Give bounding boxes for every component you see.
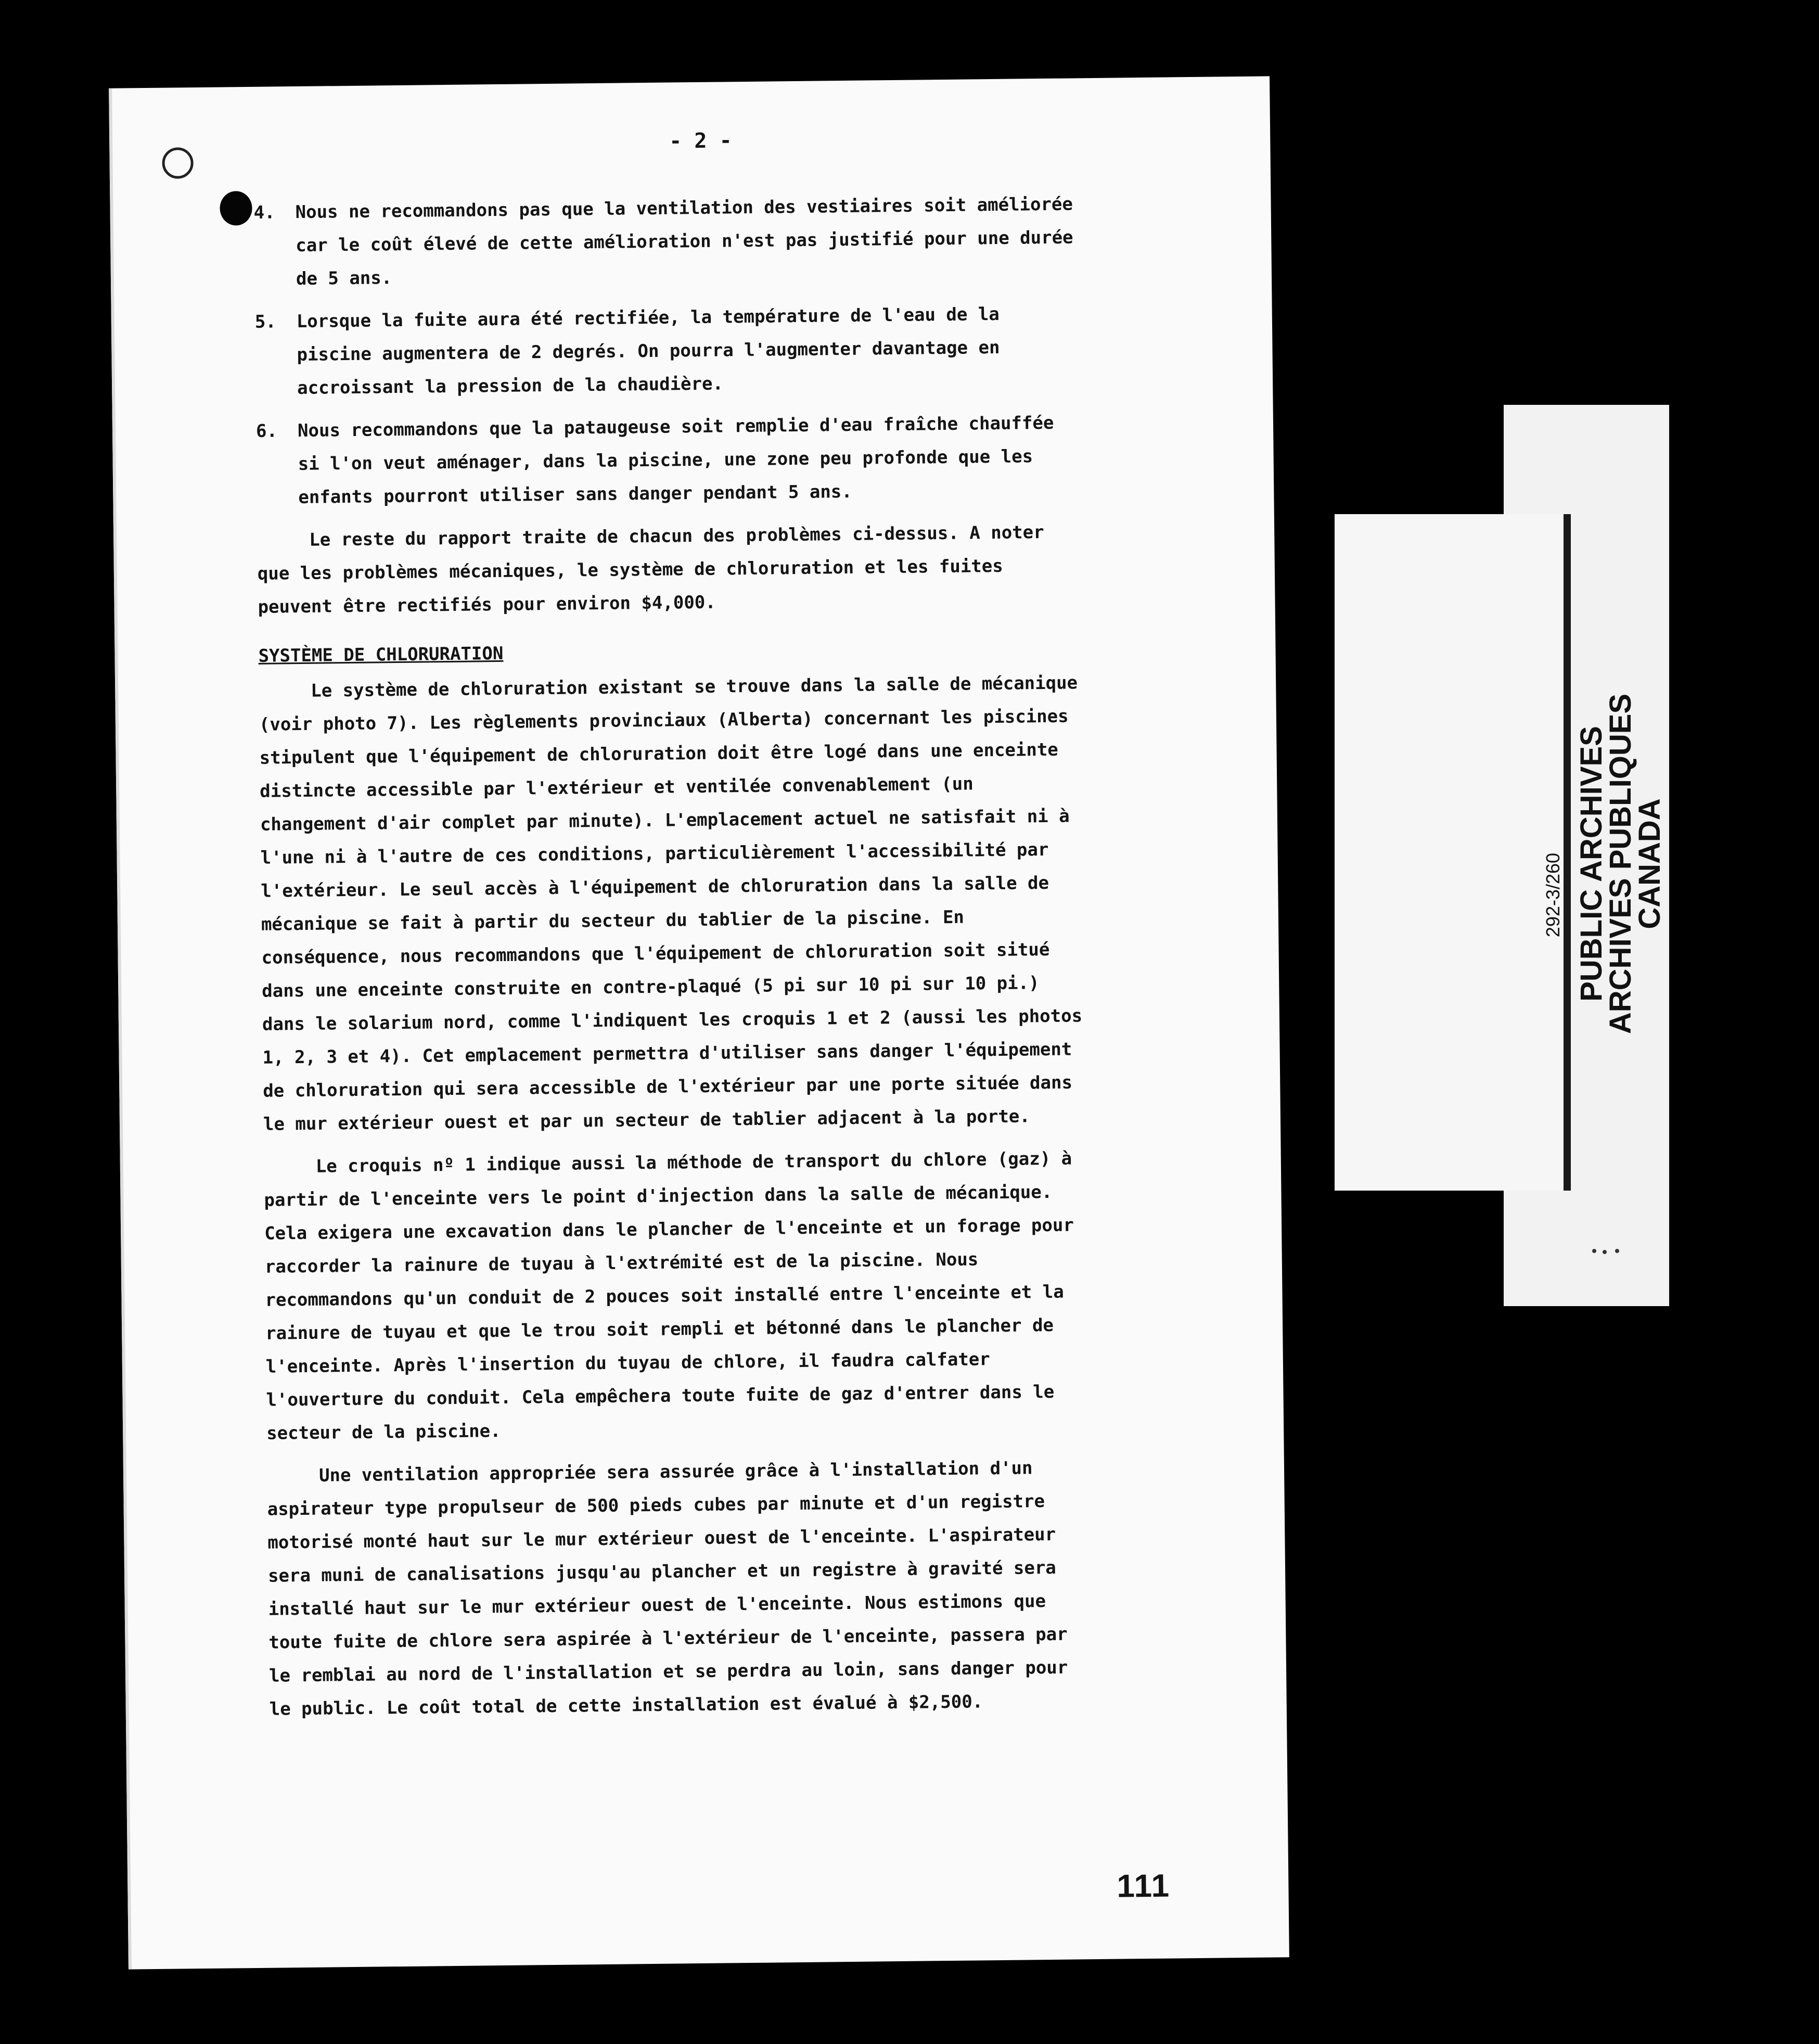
- paragraph: Une ventilation appropriée sera assurée grâce à l'installation d'un aspirateur type propulseur de 500 pieds cubes par minute et d'un registre motorisé monté haut sur le mur extérieur ouest de l'enceinte. L'aspirateur sera muni de canalisations jusqu'au plancher et un registre à gravité sera installé haut sur le mur extérieur ouest de l'enceinte. Nous estimons que toute fuite de chlore sera aspirée à l'extérieur de l'enceinte, passera par le remblai au nord de l'installation et se perdra au loin, sans danger pour le public. Le coût total de cette installation est évalué à $2,500.: [267, 1458, 1068, 1720]
- document-page: [109, 76, 1289, 1969]
- list-item-number: 4.: [253, 202, 275, 223]
- page-number: - 2 -: [669, 129, 732, 154]
- list-item-number: 5.: [254, 311, 277, 333]
- list-item: [256, 406, 1079, 515]
- body-text: [253, 187, 1092, 1735]
- page-stamp-number: 111: [1117, 1868, 1171, 1905]
- paragraph: Le croquis nº 1 indique aussi la méthode de transport du chlore (gaz) à partir de l'enceinte vers le point d'injection dans la salle de mécanique. Cela exigera une excavation dans le plancher de l'enceinte et un forage pour raccorder la rainure de tuyau à l'extrémité est de la piscine. Nous recommandons qu'un conduit de 2 pouces soit installé entre l'enceinte et la rainure de tuyau et que le trou soit rempli et bétonné dans le plancher de l'enceinte. Après l'insertion du tuyau de chlore, il faudra calfater l'ouverture du conduit. Cela empêchera toute fuite de gaz d'entrer dans le secteur de la piscine.: [264, 1148, 1074, 1444]
- list-item-text: Nous recommandons que la pataugeuse soit remplie d'eau fraîche chauffée si l'on veut aménager, dans la piscine, une zone peu profonde que les enfants pourront utiliser sans danger pendant 5 ans.: [297, 412, 1054, 508]
- archive-line: CANADA: [1633, 798, 1667, 929]
- section-heading: SYSTÈME DE CHLORURATION: [258, 643, 504, 667]
- summary-paragraph: Le reste du rapport traite de chacun des problèmes ci-dessus. A noter que les problèmes mécaniques, le système de chloruration et les fuites peuvent être rectifiés pour environ $4,000.: [257, 522, 1044, 618]
- archive-reference-code: 292-3/260: [1542, 852, 1564, 938]
- list-item-number: 6.: [255, 420, 278, 442]
- paragraph: Le système de chloruration existant se trouve dans la salle de mécanique (voir photo 7). Les règlements provinciaux (Alberta) concernant les piscines stipulent que l'équipement de chloruration doit être logé dans une enceinte distincte accessible par l'extérieur et ventilée convenablement (un changement d'air complet par minute). L'emplacement actuel ne satisfait ni à l'une ni à l'autre de ces conditions, particulièrement l'accessibilité par l'extérieur. Le seul accès à l'équipement de chloruration dans la salle de mécanique se fait à partir du secteur du tablier de la piscine. En conséquence, nous recommandons que l'équipement de chloruration soit situé dans une enceinte construite en contre-plaqué (5 pi sur 10 pi sur 10 pi.) dans le solarium nord, comme l'indiquent les croquis 1 et 2 (aussi les photos 1, 2, 3 et 4). Cet emplacement permettra d'utiliser sans danger l'équipement de chloruration qui sera accessible de l'extérieur par une porte située dans le mur extérieur ouest et par un secteur de tablier adjacent à la porte.: [259, 672, 1083, 1135]
- punch-dot: [220, 191, 252, 226]
- list-item: [253, 187, 1077, 296]
- slip-specks: [1592, 1249, 1623, 1254]
- archive-reference: [1511, 843, 1595, 947]
- list-item-text: Lorsque la fuite aura été rectifiée, la température de l'eau de la piscine augmentera de 2 degrés. On pourra l'augmenter davantage en accroissant la pression de la chaudière.: [296, 303, 1000, 399]
- archive-line: ARCHIVES PUBLIQUES: [1604, 693, 1637, 1034]
- archive-line: PUBLIC ARCHIVES: [1574, 726, 1608, 1002]
- punch-hole: [162, 147, 194, 179]
- list-item: [255, 297, 1078, 405]
- list-item-text: Nous ne recommandons pas que la ventilation des vestiaires soit améliorée car le coût élevé de cette amélioration n'est pas justifié pour une durée de 5 ans.: [295, 194, 1073, 290]
